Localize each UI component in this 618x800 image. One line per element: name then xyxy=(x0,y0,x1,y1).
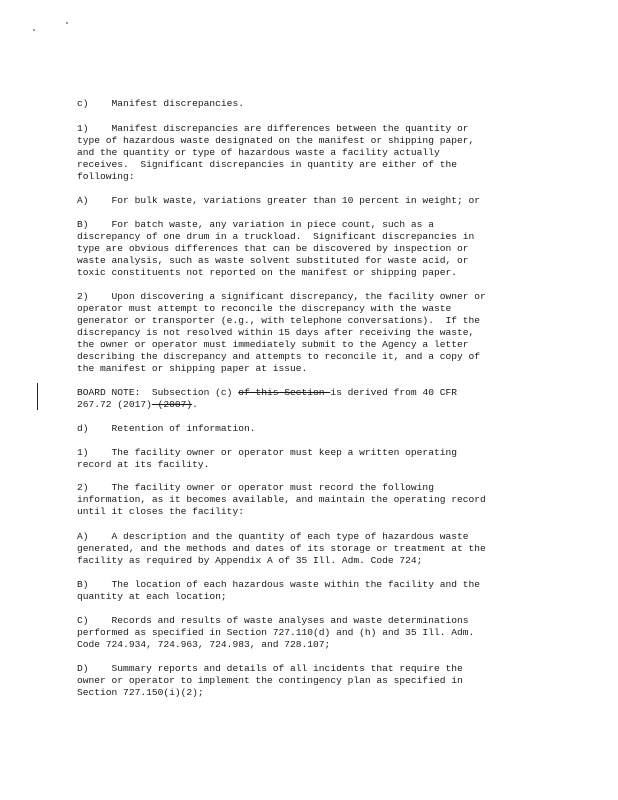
section-d-paragraph-1: 1) The facility owner or operator must keep a written operating record at its facility. xyxy=(77,447,457,470)
scan-speck xyxy=(33,29,35,31)
section-c-subparagraph-a: A) For bulk waste, variations greater than 10 percent in weight; or xyxy=(77,195,481,206)
section-c-heading: c) Manifest discrepancies. xyxy=(77,98,244,109)
revision-change-bar xyxy=(37,383,38,410)
board-note-period: . xyxy=(192,399,198,410)
section-d-heading: d) Retention of information. xyxy=(77,423,256,434)
section-d-subparagraph-b: B) The location of each hazardous waste within the facility and the quantity at each location; xyxy=(77,579,481,602)
board-note-citation: is derived from 40 CFR 267.72 (2017) xyxy=(77,387,457,410)
section-c-subparagraph-b: B) For batch waste, any variation in piece count, such as a discrepancy of one drum in a truckload. Significant discrepancies in type are obvious differences that can be discovered by inspection or waste analysis, such as waste solvent substituted for waste acid, or toxic constituents not reported on the manifest or shipping paper. xyxy=(77,219,475,278)
section-d-subparagraph-c: C) Records and results of waste analyses and waste determinations performed as specified in Section 727.110(d) and (h) and 35 Ill. Adm. Code 724.934, 724.963, 724.983, and 728.107; xyxy=(77,615,475,650)
section-d-paragraph-2: 2) The facility owner or operator must record the following information, as it becomes available, and maintain the operating record until it closes the facility: xyxy=(77,482,486,517)
board-note xyxy=(77,387,537,411)
section-d-subparagraph-d: D) Summary reports and details of all incidents that require the owner or operator to implement the contingency plan as specified in Section 727.150(i)(2); xyxy=(77,663,463,698)
scan-speck xyxy=(66,22,68,24)
board-note-deleted-text: of this Section xyxy=(238,387,331,398)
section-c-paragraph-1: 1) Manifest discrepancies are differences between the quantity or type of hazardous waste designated on the manifest or shipping paper, and the quantity or type of hazardous waste a facility actually receives. Significant discrepancies in quantity are either of the following: xyxy=(77,123,475,182)
section-d-subparagraph-a: A) A description and the quantity of each type of hazardous waste generated, and the methods and dates of its storage or treatment at the facility as required by Appendix A of 35 Ill. Adm. Code 724; xyxy=(77,531,486,566)
board-note-lead: BOARD NOTE: Subsection (c) xyxy=(77,387,239,398)
board-note-deleted-year: (2007) xyxy=(151,399,193,410)
section-c-paragraph-2: 2) Upon discovering a significant discrepancy, the facility owner or operator must attempt to reconcile the discrepancy with the waste generator or transporter (e.g., with telephone conversations). If the discrepancy is not resolved within 15 days after receiving the waste, the owner or operator must immediately submit to the Agency a letter describing the discrepancy and attempts to reconcile it, and a copy of the manifest or shipping paper at issue. xyxy=(77,291,486,374)
